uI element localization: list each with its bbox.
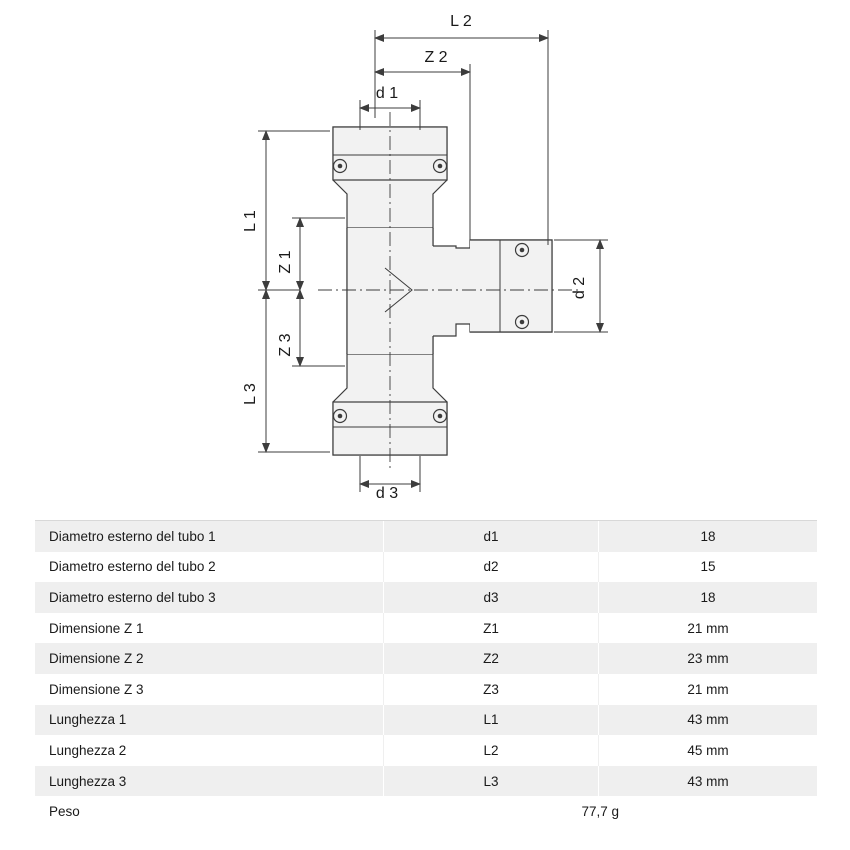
dim-label-d2: d 2 (571, 276, 588, 300)
row-symbol: L3 (384, 766, 599, 797)
specifications-table (35, 521, 817, 827)
row-label: Dimensione Z 2 (35, 643, 384, 674)
row-label: Dimensione Z 3 (35, 674, 384, 705)
row-label: Lunghezza 1 (35, 705, 384, 736)
row-symbol: d2 (384, 552, 599, 583)
table-row (35, 613, 817, 644)
table-row (35, 521, 817, 552)
row-value: 43 mm (599, 705, 817, 736)
table-row (35, 674, 817, 705)
weight-value: 77,7 g (384, 796, 817, 827)
row-symbol: Z2 (384, 643, 599, 674)
table-row (35, 705, 817, 736)
dim-label-Z1: Z 1 (277, 250, 294, 274)
row-symbol: d1 (384, 521, 599, 552)
dim-label-Z2: Z 2 (424, 49, 448, 66)
row-value: 43 mm (599, 766, 817, 797)
dim-label-L3: L 3 (242, 383, 259, 405)
row-symbol: Z1 (384, 613, 599, 644)
table-row (35, 552, 817, 583)
row-symbol: d3 (384, 582, 599, 613)
row-label: Diametro esterno del tubo 3 (35, 582, 384, 613)
table-row (35, 766, 817, 797)
row-label: Dimensione Z 1 (35, 613, 384, 644)
dim-label-L1: L 1 (242, 210, 259, 232)
table-row (35, 582, 817, 613)
row-value: 45 mm (599, 735, 817, 766)
dim-label-L2: L 2 (450, 13, 472, 30)
table-row (35, 735, 817, 766)
row-value: 18 (599, 582, 817, 613)
row-symbol: Z3 (384, 674, 599, 705)
row-label: Lunghezza 2 (35, 735, 384, 766)
weight-label: Peso (35, 796, 384, 827)
row-value: 21 mm (599, 674, 817, 705)
row-label: Lunghezza 3 (35, 766, 384, 797)
dim-label-d3: d 3 (375, 485, 399, 502)
row-symbol: L2 (384, 735, 599, 766)
dim-label-d1: d 1 (375, 85, 399, 102)
row-value: 23 mm (599, 643, 817, 674)
dim-label-Z3: Z 3 (277, 333, 294, 357)
row-label: Diametro esterno del tubo 1 (35, 521, 384, 552)
table-row-weight (35, 796, 817, 827)
row-label: Diametro esterno del tubo 2 (35, 552, 384, 583)
table-row (35, 643, 817, 674)
row-value: 15 (599, 552, 817, 583)
row-value: 18 (599, 521, 817, 552)
row-value: 21 mm (599, 613, 817, 644)
row-symbol: L1 (384, 705, 599, 736)
